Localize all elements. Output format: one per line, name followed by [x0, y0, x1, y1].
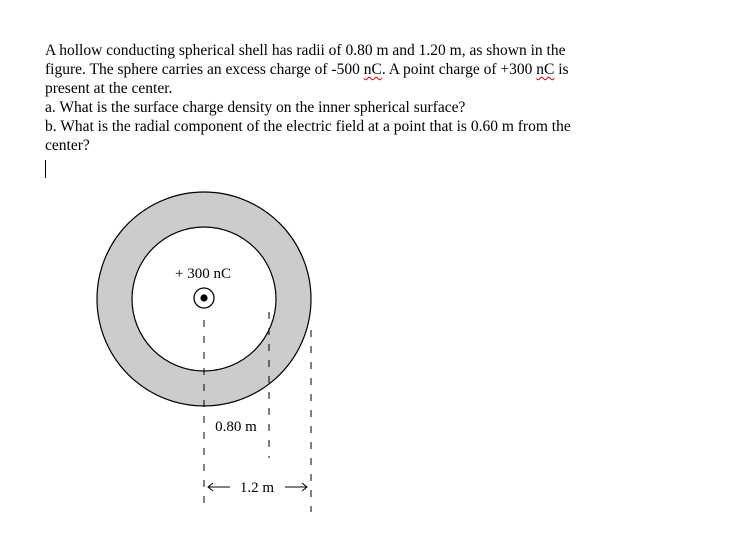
problem-line-2-middle: . A point charge of +300 — [381, 61, 537, 78]
outer-radius-label: 1.2 m — [239, 480, 275, 496]
point-charge-dot — [200, 294, 207, 301]
problem-line-2-end: is — [554, 61, 569, 78]
inner-radius-label: 0.80 m — [215, 419, 257, 435]
problem-line-3: present at the center. — [45, 80, 173, 97]
question-part-b-line-1: b. What is the radial component of the electric field at a point that is 0.60 m from the — [45, 118, 571, 135]
question-part-b-line-2: center? — [45, 137, 90, 154]
charge-label: + 300 nC — [175, 266, 231, 282]
spellcheck-word-nc-2: nC — [536, 61, 555, 78]
problem-line-1: A hollow conducting spherical shell has radii of 0.80 m and 1.20 m, as shown in the — [45, 42, 566, 59]
question-part-a: a. What is the surface charge density on the inner spherical surface? — [45, 99, 466, 116]
spellcheck-word-nc: nC — [363, 61, 382, 78]
problem-line-2-start: figure. The sphere carries an excess charge of -500 — [45, 61, 364, 78]
